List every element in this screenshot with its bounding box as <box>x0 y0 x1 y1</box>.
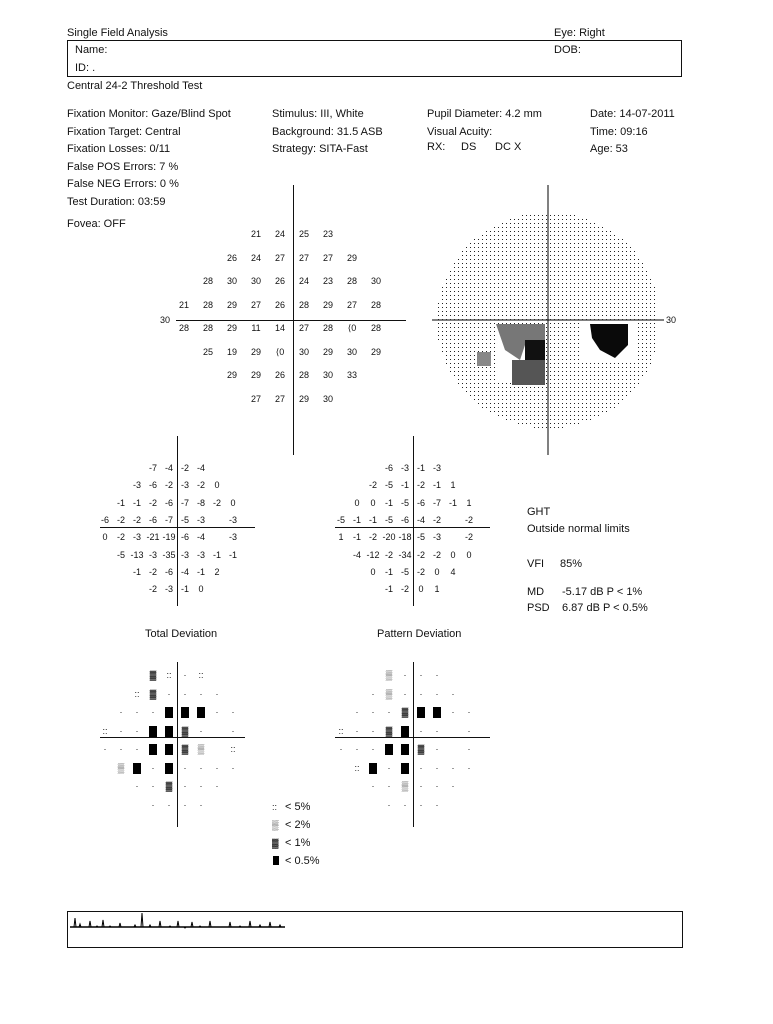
tdp-symbol: ▓ <box>149 670 157 680</box>
threshold-cell: ⟨0 <box>347 323 357 333</box>
threshold-cell: 29 <box>226 323 237 333</box>
threshold-cell: 23 <box>322 276 333 286</box>
pdp-symbol: · <box>435 725 439 736</box>
tdp-symbol: · <box>183 670 187 680</box>
td-cell: -3 <box>132 480 141 491</box>
threshold-cell: 24 <box>298 276 309 286</box>
background: Background: 31.5 ASB <box>272 125 383 138</box>
psd-label: PSD <box>527 602 550 614</box>
threshold-cell: 27 <box>274 252 285 263</box>
pdp-symbol: · <box>435 762 439 773</box>
pdp-symbol: · <box>387 781 391 791</box>
pdp-symbol: · <box>451 762 455 773</box>
threshold-cell: 27 <box>250 393 261 404</box>
pd-cell: -1 <box>384 497 393 508</box>
threshold-cell: 27 <box>274 393 285 404</box>
pdp-symbol: ▓ <box>401 707 409 717</box>
threshold-cell: 28 <box>298 370 309 380</box>
pdp-symbol: · <box>403 799 407 810</box>
pdp-symbol: :: <box>338 725 344 736</box>
false-neg-errors: False NEG Errors: 0 % <box>67 178 179 190</box>
pdp-symbol: · <box>435 744 439 754</box>
pattern-deviation-caption: Pattern Deviation <box>377 628 462 640</box>
pd-cell: 0 <box>450 549 456 560</box>
td-cell: -21 <box>146 532 160 543</box>
vfi-value: 85% <box>560 558 583 570</box>
td-cell: -1 <box>180 584 189 595</box>
tdp-symbol: · <box>151 762 155 773</box>
pd-cell: -2 <box>432 514 441 525</box>
pd-cell: -5 <box>384 514 393 525</box>
tdp-symbol: · <box>135 707 139 717</box>
legend-p2-icon: ▒ <box>272 820 279 830</box>
legend-p05: < 0.5% <box>285 855 320 867</box>
pdp-symbol: · <box>339 744 343 754</box>
td-cell: -2 <box>148 566 157 577</box>
threshold-cell: ⟨0 <box>275 346 285 357</box>
pd-cell: 0 <box>370 497 376 508</box>
threshold-cell: 11 <box>251 323 261 333</box>
pdp-symbol: · <box>435 688 439 699</box>
threshold-cell: 19 <box>226 346 237 357</box>
threshold-cell: 28 <box>346 276 357 286</box>
td-cell: -1 <box>212 549 221 560</box>
td-cell: -2 <box>180 463 189 473</box>
tdp-symbol: · <box>183 688 187 699</box>
pdp-symbol: · <box>419 688 423 699</box>
gaze-line <box>70 913 285 928</box>
tdp-symbol: · <box>215 688 219 699</box>
tdp-symbol: :: <box>230 744 236 754</box>
threshold-cell: 27 <box>250 299 261 310</box>
tdp-symbol: :: <box>102 725 108 736</box>
td-cell: -4 <box>164 463 173 473</box>
td-cell: -3 <box>164 584 173 595</box>
pdp-symbol: ▒ <box>385 670 393 680</box>
pd-cell: -5 <box>336 514 345 525</box>
pdp-symbol: :: <box>354 762 360 773</box>
tdp-symbol: ▓ <box>181 744 189 754</box>
pd-cell: -4 <box>352 549 361 560</box>
pdp-symbol: · <box>371 744 375 754</box>
tdp-symbol: · <box>135 744 139 754</box>
tdp-symbol: · <box>199 762 203 773</box>
threshold-cell: 30 <box>298 346 309 357</box>
td-cell: -3 <box>196 549 205 560</box>
threshold-cell: 27 <box>322 252 333 263</box>
pd-cell: 1 <box>338 532 344 543</box>
tdp-symbol: · <box>199 799 203 810</box>
threshold-cell: 28 <box>370 299 381 310</box>
threshold-cell: 28 <box>298 299 309 310</box>
pdp-symbol: · <box>451 707 455 717</box>
threshold-cell: 23 <box>322 229 333 239</box>
td-cell: 0 <box>198 584 204 595</box>
threshold-cell: 30 <box>370 276 381 286</box>
pdp-symbol: · <box>467 707 471 717</box>
legend-p5-icon: :: <box>272 802 278 812</box>
td-cell: -1 <box>116 497 125 508</box>
threshold-cell: 14 <box>274 323 285 333</box>
pdp-symbol: · <box>419 725 423 736</box>
pd-cell: 4 <box>450 566 456 577</box>
threshold-cell: 28 <box>178 323 189 333</box>
pdp-symbol: · <box>451 688 455 699</box>
stimulus: Stimulus: III, White <box>272 108 364 120</box>
legend-p1-icon: ▓ <box>272 838 279 848</box>
threshold-cell: 28 <box>202 299 213 310</box>
td-cell: -6 <box>148 480 157 491</box>
pd-cell: -2 <box>400 584 409 595</box>
pd-cell: -34 <box>398 549 412 560</box>
td-cell: -2 <box>148 584 157 595</box>
md-value: -5.17 dB P < 1% <box>562 586 643 598</box>
tdp-symbol: · <box>151 707 155 717</box>
pdp-symbol: · <box>467 762 471 773</box>
tdp-symbol: · <box>183 781 187 791</box>
threshold-cell: 29 <box>250 370 261 380</box>
tdp-symbol: · <box>167 799 171 810</box>
td-cell: -7 <box>180 497 189 508</box>
tdp-symbol: · <box>215 707 219 717</box>
td-cell: -5 <box>116 549 125 560</box>
td-cell: -3 <box>148 549 157 560</box>
pd-cell: -18 <box>398 532 412 543</box>
test-date: Date: 14-07-2011 <box>590 108 675 120</box>
threshold-cell: 30 <box>322 370 333 380</box>
tdp-symbol: ▒ <box>197 744 205 754</box>
tdp-symbol: · <box>119 707 123 717</box>
td-cell: -5 <box>180 514 189 525</box>
rx-label: RX: <box>427 141 446 153</box>
threshold-cell: 28 <box>322 323 333 333</box>
pd-cell: -1 <box>400 480 409 491</box>
threshold-cell: 26 <box>274 370 285 380</box>
tdp-symbol: · <box>119 744 123 754</box>
td-cell: -2 <box>196 480 205 491</box>
tdp-symbol: · <box>183 762 187 773</box>
pdp-symbol: · <box>419 762 423 773</box>
td-cell: -2 <box>116 532 125 543</box>
td-cell: -35 <box>162 549 176 560</box>
pd-cell: -5 <box>400 566 409 577</box>
pd-cell: -5 <box>400 497 409 508</box>
pd-cell: -1 <box>416 463 425 473</box>
td-cell: -3 <box>228 514 237 525</box>
pdp-symbol: · <box>371 725 375 736</box>
pd-cell: -1 <box>368 514 377 525</box>
threshold-cell: 26 <box>274 299 285 310</box>
pd-cell: -12 <box>366 549 380 560</box>
tdp-symbol: · <box>199 781 203 791</box>
grayscale-axis-label: 30 <box>666 315 677 325</box>
total-deviation-caption: Total Deviation <box>145 628 218 640</box>
pd-cell: -6 <box>400 514 409 525</box>
pd-cell: -1 <box>384 566 393 577</box>
td-cell: -1 <box>228 549 237 560</box>
pd-cell: -5 <box>416 532 425 543</box>
pd-cell: -3 <box>400 463 409 473</box>
td-cell: -3 <box>228 532 237 543</box>
pd-cell: -1 <box>352 532 361 543</box>
pdp-symbol: · <box>467 725 471 736</box>
tdp-symbol: · <box>167 688 171 699</box>
td-cell: -3 <box>196 514 205 525</box>
pupil-diameter: Pupil Diameter: 4.2 mm <box>427 108 542 120</box>
threshold-cell: 33 <box>346 370 357 380</box>
pd-cell: 1 <box>466 497 472 508</box>
fovea: Fovea: OFF <box>67 218 126 230</box>
td-cell: -4 <box>196 463 205 473</box>
td-cell: -6 <box>164 566 173 577</box>
td-cell: -7 <box>164 514 173 525</box>
pdp-symbol: · <box>355 707 359 717</box>
vfi-label: VFI <box>527 558 545 570</box>
pdp-symbol: · <box>403 670 407 680</box>
tdp-symbol: · <box>231 725 235 736</box>
td-cell: -6 <box>148 514 157 525</box>
td-cell: 0 <box>102 532 108 543</box>
threshold-cell: 29 <box>226 370 237 380</box>
tdp-symbol: · <box>119 725 123 736</box>
pd-cell: -2 <box>464 514 473 525</box>
threshold-cell: 27 <box>298 323 309 333</box>
tdp-symbol: · <box>215 781 219 791</box>
pdp-symbol: · <box>387 707 391 717</box>
legend-p1: < 1% <box>285 837 311 849</box>
td-cell: -19 <box>162 532 176 543</box>
legend-p5: < 5% <box>285 801 311 813</box>
test-time: Time: 09:16 <box>590 125 648 138</box>
ght-label: GHT <box>527 506 551 518</box>
pd-cell: -2 <box>368 532 377 543</box>
fixation-losses: Fixation Losses: 0/11 <box>67 143 171 155</box>
pdp-symbol: · <box>419 799 423 810</box>
td-cell: -4 <box>180 566 189 577</box>
eye-label: Eye: Right <box>554 27 605 39</box>
pdp-symbol: · <box>435 799 439 810</box>
pd-cell: -1 <box>448 497 457 508</box>
pdp-symbol: · <box>419 670 423 680</box>
ght-value: Outside normal limits <box>527 523 630 535</box>
td-cell: 0 <box>230 497 236 508</box>
td-cell: -2 <box>132 514 141 525</box>
td-cell: -4 <box>196 532 205 543</box>
threshold-cell: 21 <box>250 229 261 239</box>
tdp-symbol: :: <box>198 670 204 680</box>
threshold-cell: 30 <box>226 276 237 286</box>
dob-label: DOB: <box>554 44 581 56</box>
tdp-symbol: :: <box>134 688 140 699</box>
pdp-symbol: · <box>435 781 439 791</box>
pd-cell: -5 <box>384 480 393 491</box>
tdp-symbol: · <box>231 707 235 717</box>
threshold-cell: 30 <box>322 393 333 404</box>
td-cell: -3 <box>180 480 189 491</box>
pd-cell: -1 <box>352 514 361 525</box>
pd-cell: -1 <box>432 480 441 491</box>
threshold-cell: 30 <box>250 276 261 286</box>
threshold-cell: 30 <box>346 346 357 357</box>
td-cell: 2 <box>214 566 220 577</box>
pd-cell: 0 <box>466 549 472 560</box>
pd-cell: 0 <box>370 566 376 577</box>
test-name: Central 24-2 Threshold Test <box>67 80 203 92</box>
strategy: Strategy: SITA-Fast <box>272 143 368 155</box>
pdp-symbol: · <box>371 781 375 791</box>
pdp-symbol: · <box>419 781 423 791</box>
td-cell: -6 <box>100 514 109 525</box>
tdp-symbol: · <box>215 762 219 773</box>
pdp-symbol: · <box>355 744 359 754</box>
pdp-symbol: · <box>371 707 375 717</box>
tdp-symbol: · <box>135 725 139 736</box>
threshold-cell: 25 <box>298 229 309 239</box>
name-label: Name: <box>75 44 108 56</box>
pdp-symbol: · <box>355 725 359 736</box>
td-cell: -2 <box>148 497 157 508</box>
pd-cell: -2 <box>432 549 441 560</box>
threshold-cell: 24 <box>274 229 285 239</box>
psd-value: 6.87 dB P < 0.5% <box>562 602 648 614</box>
pdp-symbol: · <box>371 688 375 699</box>
tdp-symbol: ▓ <box>149 688 157 699</box>
pd-cell: -20 <box>382 532 396 543</box>
threshold-cell: 26 <box>274 276 285 286</box>
tdp-symbol: ▒ <box>117 762 125 773</box>
threshold-cell: 28 <box>202 323 213 333</box>
pd-cell: -2 <box>368 480 377 491</box>
td-cell: -1 <box>132 497 141 508</box>
pdp-symbol: · <box>387 762 391 773</box>
threshold-cell: 25 <box>202 346 213 357</box>
td-cell: -8 <box>196 497 205 508</box>
threshold-cell: 24 <box>250 252 261 263</box>
threshold-cell: 29 <box>250 346 261 357</box>
tdp-symbol: · <box>199 688 203 699</box>
tdp-symbol: ▓ <box>165 781 173 791</box>
pd-cell: 0 <box>418 584 424 595</box>
td-cell: -2 <box>116 514 125 525</box>
threshold-cell: 29 <box>226 299 237 310</box>
report-title: Single Field Analysis <box>67 27 168 39</box>
td-cell: -6 <box>180 532 189 543</box>
pd-cell: -4 <box>416 514 425 525</box>
legend-p2: < 2% <box>285 819 311 831</box>
pd-cell: -6 <box>416 497 425 508</box>
visual-acuity: Visual Acuity: <box>427 125 493 138</box>
threshold-cell: 27 <box>346 299 357 310</box>
pdp-symbol: ▒ <box>401 781 409 791</box>
pd-cell: 0 <box>354 497 360 508</box>
pd-cell: -3 <box>432 532 441 543</box>
id-label: ID: . <box>75 62 96 74</box>
threshold-cell: 28 <box>202 276 213 286</box>
td-cell: -2 <box>164 480 173 491</box>
threshold-cell: 27 <box>298 252 309 263</box>
threshold-cell: 29 <box>322 299 333 310</box>
tdp-symbol: · <box>231 762 235 773</box>
md-label: MD <box>527 586 545 598</box>
threshold-cell: 28 <box>370 323 381 333</box>
tdp-symbol: · <box>103 744 107 754</box>
threshold-cell: 29 <box>346 252 357 263</box>
pd-cell: -2 <box>384 549 393 560</box>
pdp-symbol: ▓ <box>385 725 393 736</box>
td-cell: -6 <box>164 497 173 508</box>
threshold-cell: 26 <box>226 252 237 263</box>
pd-cell: -2 <box>464 532 473 543</box>
rx-ds: DS <box>461 141 477 153</box>
pdp-symbol: ▓ <box>417 744 425 754</box>
pd-cell: 1 <box>450 480 456 491</box>
pdp-symbol: · <box>387 799 391 810</box>
tdp-symbol: ▓ <box>181 725 189 736</box>
tdp-symbol: · <box>135 781 139 791</box>
pd-cell: -2 <box>416 549 425 560</box>
pd-cell: -2 <box>416 480 425 491</box>
pd-cell: 1 <box>434 584 440 595</box>
td-cell: -1 <box>132 566 141 577</box>
fixation-monitor: Fixation Monitor: Gaze/Blind Spot <box>67 108 231 120</box>
threshold-cell: 29 <box>370 346 381 357</box>
td-cell: 0 <box>214 480 220 491</box>
pdp-symbol: · <box>403 688 407 699</box>
tdp-symbol: · <box>183 799 187 810</box>
td-cell: -3 <box>132 532 141 543</box>
pdp-symbol: · <box>467 744 471 754</box>
pd-cell: 0 <box>434 566 440 577</box>
pd-cell: -2 <box>416 566 425 577</box>
threshold-axis-label: 30 <box>160 315 171 325</box>
tdp-symbol: · <box>151 781 155 791</box>
tdp-symbol: :: <box>166 670 172 680</box>
pd-cell: -3 <box>432 463 441 473</box>
false-pos-errors: False POS Errors: 7 % <box>67 160 179 173</box>
patient-age: Age: 53 <box>590 143 628 155</box>
pd-cell: -7 <box>432 497 441 508</box>
td-cell: -3 <box>180 549 189 560</box>
pdp-symbol: · <box>451 781 455 791</box>
pd-cell: -6 <box>384 463 393 473</box>
pdp-symbol: ▒ <box>385 688 393 699</box>
td-cell: -1 <box>196 566 205 577</box>
pdp-symbol: · <box>435 670 439 680</box>
fixation-target: Fixation Target: Central <box>67 125 181 138</box>
threshold-cell: 29 <box>298 393 309 404</box>
test-duration: Test Duration: 03:59 <box>67 195 166 208</box>
tdp-symbol: · <box>199 725 203 736</box>
td-cell: -13 <box>130 549 144 560</box>
tdp-symbol: · <box>151 799 155 810</box>
pd-cell: -1 <box>384 584 393 595</box>
threshold-cell: 29 <box>322 346 333 357</box>
threshold-cell: 21 <box>178 299 189 310</box>
rx-dc: DC X <box>495 141 522 153</box>
td-cell: -7 <box>148 463 157 473</box>
td-cell: -2 <box>212 497 221 508</box>
